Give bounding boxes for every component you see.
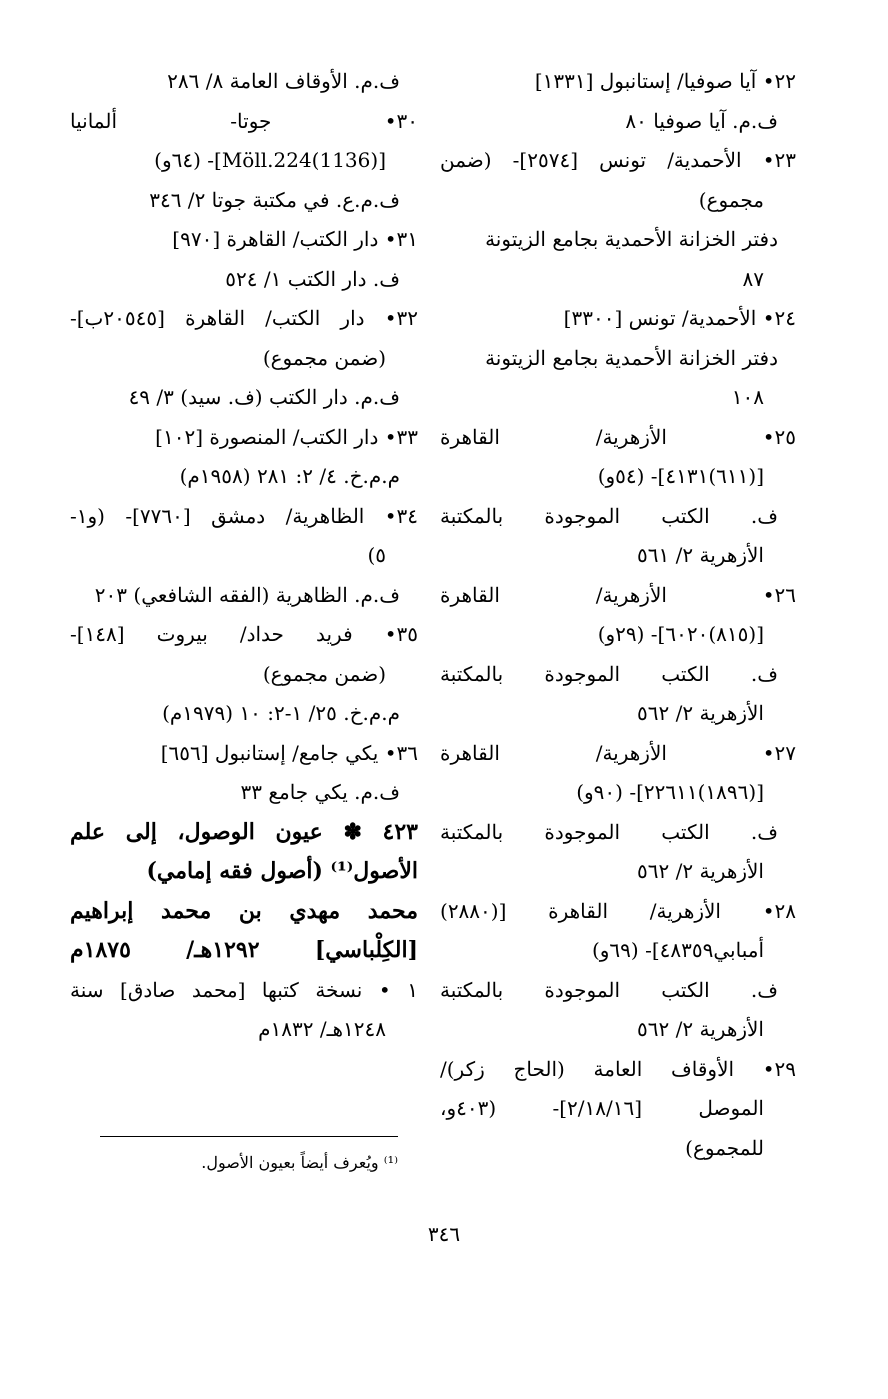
footnote: ⁽¹⁾ ويُعرف أيضاً بعيون الأصول. (201, 1153, 398, 1172)
text-line: ٤٢٣ ✽ عيون الوصول، إلى علم (70, 818, 418, 845)
text-line: (ضمن مجموع) (262, 345, 386, 370)
text-line: الأزهرية ٢/ ٥٦٢ (637, 701, 764, 725)
text-line: الأصول⁽¹⁾ (أصول فقه إمامي) (146, 858, 418, 884)
text-line: ف.م. دار الكتب (ف. سيد) ٣/ ٤٩ (128, 385, 400, 409)
footnote-divider (100, 1136, 398, 1137)
left-column (70, 62, 418, 1050)
text-line: م.م.خ. ٢٥/ ١-٢: ١٠ (١٩٧٩م) (162, 701, 400, 725)
text-line: الأزهرية ٢/ ٥٦٢ (637, 1017, 764, 1041)
text-line: [Möll.224(1136)]- (٦٤و) (154, 148, 386, 172)
text-line: ف. الكتب الموجودة بالمكتبة (440, 661, 778, 686)
text-line: [الكِلْباسي] ١٢٩٢هـ/ ١٨٧٥م (70, 937, 418, 963)
text-line: م.م.خ. ٤/ ٢: ٢٨١ (١٩٥٨م) (179, 464, 400, 488)
text-line: ٢٨• الأزهرية/ القاهرة [(٢٨٨٠) (440, 898, 796, 923)
text-line: الأزهرية ٢/ ٥٦١ (637, 543, 764, 567)
text-line: دفتر الخزانة الأحمدية بجامع الزيتونة (485, 345, 778, 370)
text-line: ٢٦• الأزهرية/ القاهرة (440, 582, 796, 607)
text-line: ف.م. يكي جامع ٣٣ (240, 780, 400, 804)
text-line: (ضمن مجموع) (262, 661, 386, 686)
text-line: ٢٤• الأحمدية/ تونس [٣٣٠٠] (563, 306, 796, 330)
page-number: ٣٤٦ (427, 1222, 461, 1246)
text-line: [(٦١١)٤١٣١]- (٥٤و) (597, 464, 764, 488)
right-column (440, 62, 796, 1168)
text-line: ٥) (367, 543, 386, 567)
text-line: ٢٢• آيا صوفيا/ إستانبول [١٣٣١] (534, 69, 796, 93)
text-line: ٣١• دار الكتب/ القاهرة [٩٧٠] (172, 227, 418, 251)
text-line: ف. الكتب الموجودة بالمكتبة (440, 977, 778, 1002)
text-line: ف.م. الظاهرية (الفقه الشافعي) ٢٠٣ (94, 582, 400, 607)
text-line: محمد مهدي بن محمد إبراهيم (70, 897, 418, 924)
text-line: الموصل [٢/١٨/١٦]- (٤٠٣و، (440, 1096, 764, 1120)
text-line: ف. دار الكتب ١/ ٥٢٤ (225, 266, 400, 291)
text-line: [(٨١٥)٦٠٢٠]- (٢٩و) (597, 622, 764, 646)
text-line: ف.م. آيا صوفيا ٨٠ (625, 108, 778, 133)
text-line: ٨٧ (742, 266, 764, 291)
text-line: ٣٦• يكي جامع/ إستانبول [٦٥٦] (160, 740, 418, 765)
text-line: مجموع) (698, 187, 764, 212)
text-line: [(١٨٩٦)٢٢٦١١]- (٩٠و) (576, 780, 764, 804)
text-line: ف.م.ع. في مكتبة جوتا ٢/ ٣٤٦ (149, 187, 400, 212)
text-line: ١ • نسخة كتبها [محمد صادق] سنة (70, 977, 418, 1002)
text-line: للمجموع) (685, 1135, 764, 1160)
text-line: أمبابي٤٨٣٥٩]- (٦٩و) (591, 938, 764, 962)
text-line: دفتر الخزانة الأحمدية بجامع الزيتونة (485, 227, 778, 251)
text-line: ف. الكتب الموجودة بالمكتبة (440, 819, 778, 844)
text-line: ٣٢• دار الكتب/ القاهرة [٢٠٥٤٥ب]- (70, 306, 418, 330)
text-line: ٢٥• الأزهرية/ القاهرة (440, 424, 796, 449)
text-line: ف.م. الأوقاف العامة ٨/ ٢٨٦ (167, 69, 400, 93)
text-line: الأزهرية ٢/ ٥٦٢ (637, 859, 764, 883)
text-line: ٢٩• الأوقاف العامة (الحاج زكر)/ (440, 1056, 796, 1081)
text-line: ٢٣• الأحمدية/ تونس [٢٥٧٤]- (ضمن (440, 148, 796, 172)
text-line: ف. الكتب الموجودة بالمكتبة (440, 503, 778, 528)
text-line: ٣٣• دار الكتب/ المنصورة [١٠٢] (155, 424, 418, 449)
text-line: ٣٤• الظاهرية/ دمشق [٧٧٦٠]- (و١- (70, 503, 418, 528)
text-line: ٣٠• جوتا- ألمانيا (70, 108, 418, 133)
text-line: ٣٥• فريد حداد/ بيروت [١٤٨]- (70, 622, 418, 646)
text-line: ١٢٤٨هـ/ ١٨٣٢م (258, 1017, 386, 1041)
text-line: ٢٧• الأزهرية/ القاهرة (440, 740, 796, 765)
text-line: ١٠٨ (731, 385, 764, 409)
